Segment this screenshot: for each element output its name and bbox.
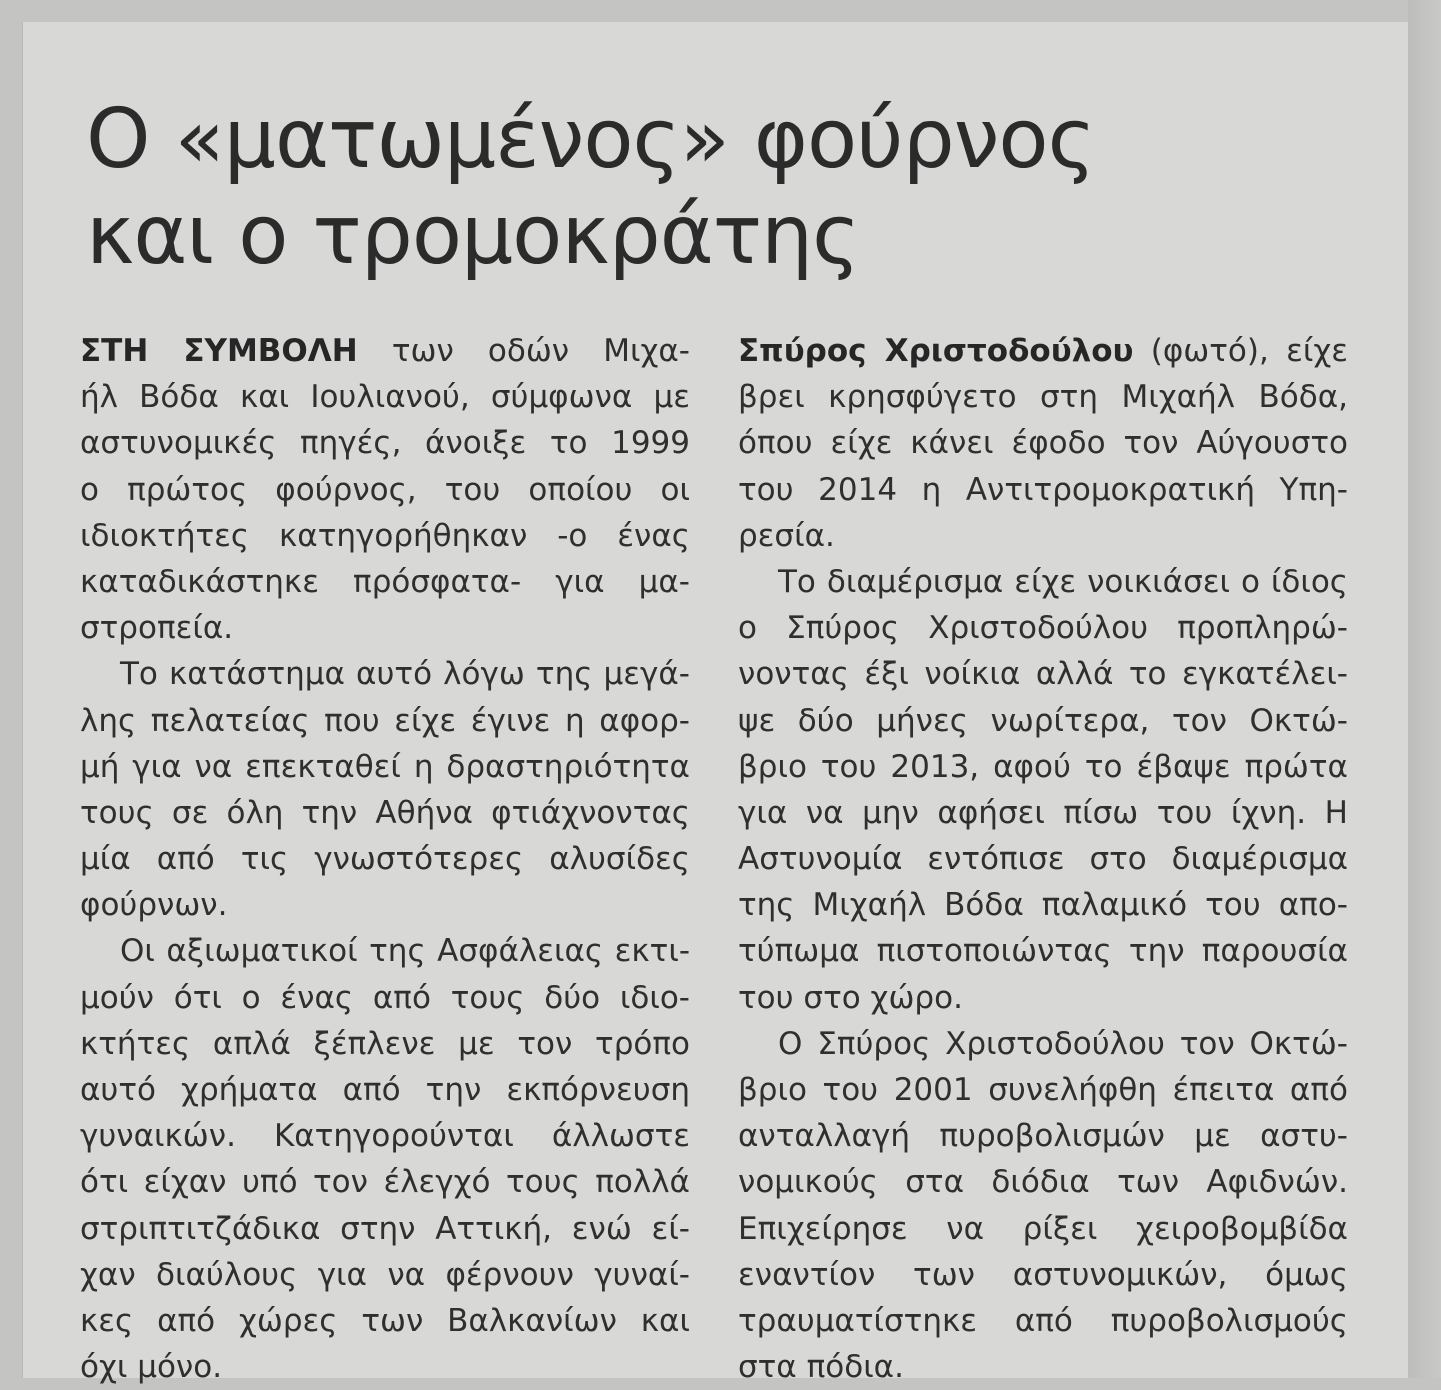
article-line: Το κατάστημα αυτό λόγω της μεγά- bbox=[120, 656, 690, 693]
article-line: ο Σπύρος Χριστοδούλου προπληρώ- bbox=[738, 610, 1348, 647]
article-line: όπου είχε κάνει έφοδο τον Αύγουστο bbox=[738, 425, 1348, 462]
headline-line: Ο «ματωμένος» φούρνος bbox=[86, 92, 1095, 187]
article-line: χαν διαύλους για να φέρνουν γυναί- bbox=[80, 1256, 690, 1293]
article-line: στροπεία. bbox=[80, 610, 234, 647]
article-line: για να μην αφήσει πίσω του ίχνη. Η bbox=[738, 794, 1348, 831]
article-line: κες από χώρες των Βαλκανίων και bbox=[80, 1302, 690, 1339]
article-line: ρεσία. bbox=[738, 517, 835, 554]
article-line: κτήτες απλά ξέπλενε με τον τρόπο bbox=[80, 1025, 690, 1062]
article-line: ότι είχαν υπό τον έλεγχό τους πολλά bbox=[80, 1164, 690, 1201]
article-line: ο πρώτος φούρνος, του οποίου οι bbox=[80, 471, 690, 508]
article-line: γυναικών. Κατηγορούνται άλλωστε bbox=[80, 1118, 690, 1155]
article-line: Οι αξιωματικοί της Ασφάλειας εκτι- bbox=[120, 933, 690, 970]
article-line: μή για να επεκταθεί η δραστηριότητα bbox=[80, 748, 690, 785]
article-line: στα πόδια. bbox=[738, 1349, 904, 1386]
article-line: τραυματίστηκε από πυροβολισμούς bbox=[738, 1302, 1348, 1339]
article-line: νοντας έξι νοίκια αλλά το εγκατέλει- bbox=[738, 656, 1348, 693]
headline bbox=[86, 92, 1095, 284]
article-line: Επιχείρησε να ρίξει χειροβομβίδα bbox=[738, 1210, 1348, 1247]
article-line: τους σε όλη την Αθήνα φτιάχνοντας bbox=[80, 794, 690, 831]
article-line: στριπτιτζάδικα στην Αττική, ενώ εί- bbox=[80, 1210, 690, 1247]
article-line: βρει κρησφύγετο στη Μιχαήλ Βόδα, bbox=[738, 379, 1348, 416]
lead-in: ΣΤΗ ΣΥΜΒΟΛΗ bbox=[80, 333, 358, 369]
article-line bbox=[80, 328, 690, 374]
article-line: ιδιοκτήτες κατηγορήθηκαν -ο ένας bbox=[80, 517, 690, 554]
article-column-left bbox=[80, 328, 690, 1390]
article-line: λης πελατείας που είχε έγινε η αφορ- bbox=[80, 702, 690, 739]
article-line: Αστυνομία εντόπισε στο διαμέρισμα bbox=[738, 841, 1348, 878]
article-line: ανταλλαγή πυροβολισμών με αστυ- bbox=[738, 1118, 1348, 1155]
article-line-text: των οδών Μιχα- bbox=[357, 333, 690, 369]
article-line: της Μιχαήλ Βόδα παλαμικό του απο- bbox=[738, 887, 1348, 924]
article-line: μούν ότι ο ένας από τους δύο ιδιο- bbox=[80, 979, 690, 1016]
article-line: βριο του 2001 συνελήφθη έπειτα από bbox=[738, 1072, 1348, 1108]
article-line: του 2014 η Αντιτρομοκρατική Υπη- bbox=[738, 471, 1348, 508]
article-line: τύπωμα πιστοποιώντας την παρουσία bbox=[738, 933, 1348, 970]
article-line: ψε δύο μήνες νωρίτερα, τον Οκτώ- bbox=[738, 702, 1348, 739]
article-line bbox=[738, 328, 1348, 374]
article-line: καταδικάστηκε πρόσφατα- για μα- bbox=[80, 563, 690, 600]
person-name: Σπύρος Χριστοδούλου bbox=[738, 333, 1134, 369]
article-line: Ο Σπύρος Χριστοδούλου τον Οκτώ- bbox=[778, 1025, 1348, 1062]
article-line: αυτό χρήματα από την εκπόρνευση bbox=[80, 1072, 690, 1108]
article-line: Το διαμέρισμα είχε νοικιάσει ο ίδιος bbox=[778, 563, 1348, 600]
article-line: εναντίον των αστυνομικών, όμως bbox=[738, 1256, 1348, 1293]
article-line: όχι μόνο. bbox=[80, 1349, 223, 1386]
scan-edge bbox=[1408, 0, 1441, 1378]
headline-line: και ο τρομοκράτης bbox=[86, 188, 860, 283]
article-line: ήλ Βόδα και Ιουλιανού, σύμφωνα με bbox=[80, 379, 690, 416]
article-line: αστυνομικές πηγές, άνοιξε το 1999 bbox=[80, 425, 690, 462]
article-line: νομικούς στα διόδια των Αφιδνών. bbox=[738, 1164, 1348, 1201]
article-line: βριο του 2013, αφού το έβαψε πρώτα bbox=[738, 748, 1348, 785]
article-line: του στο χώρο. bbox=[738, 979, 963, 1016]
article-line-text: (φωτό), είχε bbox=[1133, 333, 1349, 369]
article-line: φούρνων. bbox=[80, 887, 228, 924]
article-line: μία από τις γνωστότερες αλυσίδες bbox=[80, 841, 690, 878]
article-column-right bbox=[738, 328, 1348, 1390]
